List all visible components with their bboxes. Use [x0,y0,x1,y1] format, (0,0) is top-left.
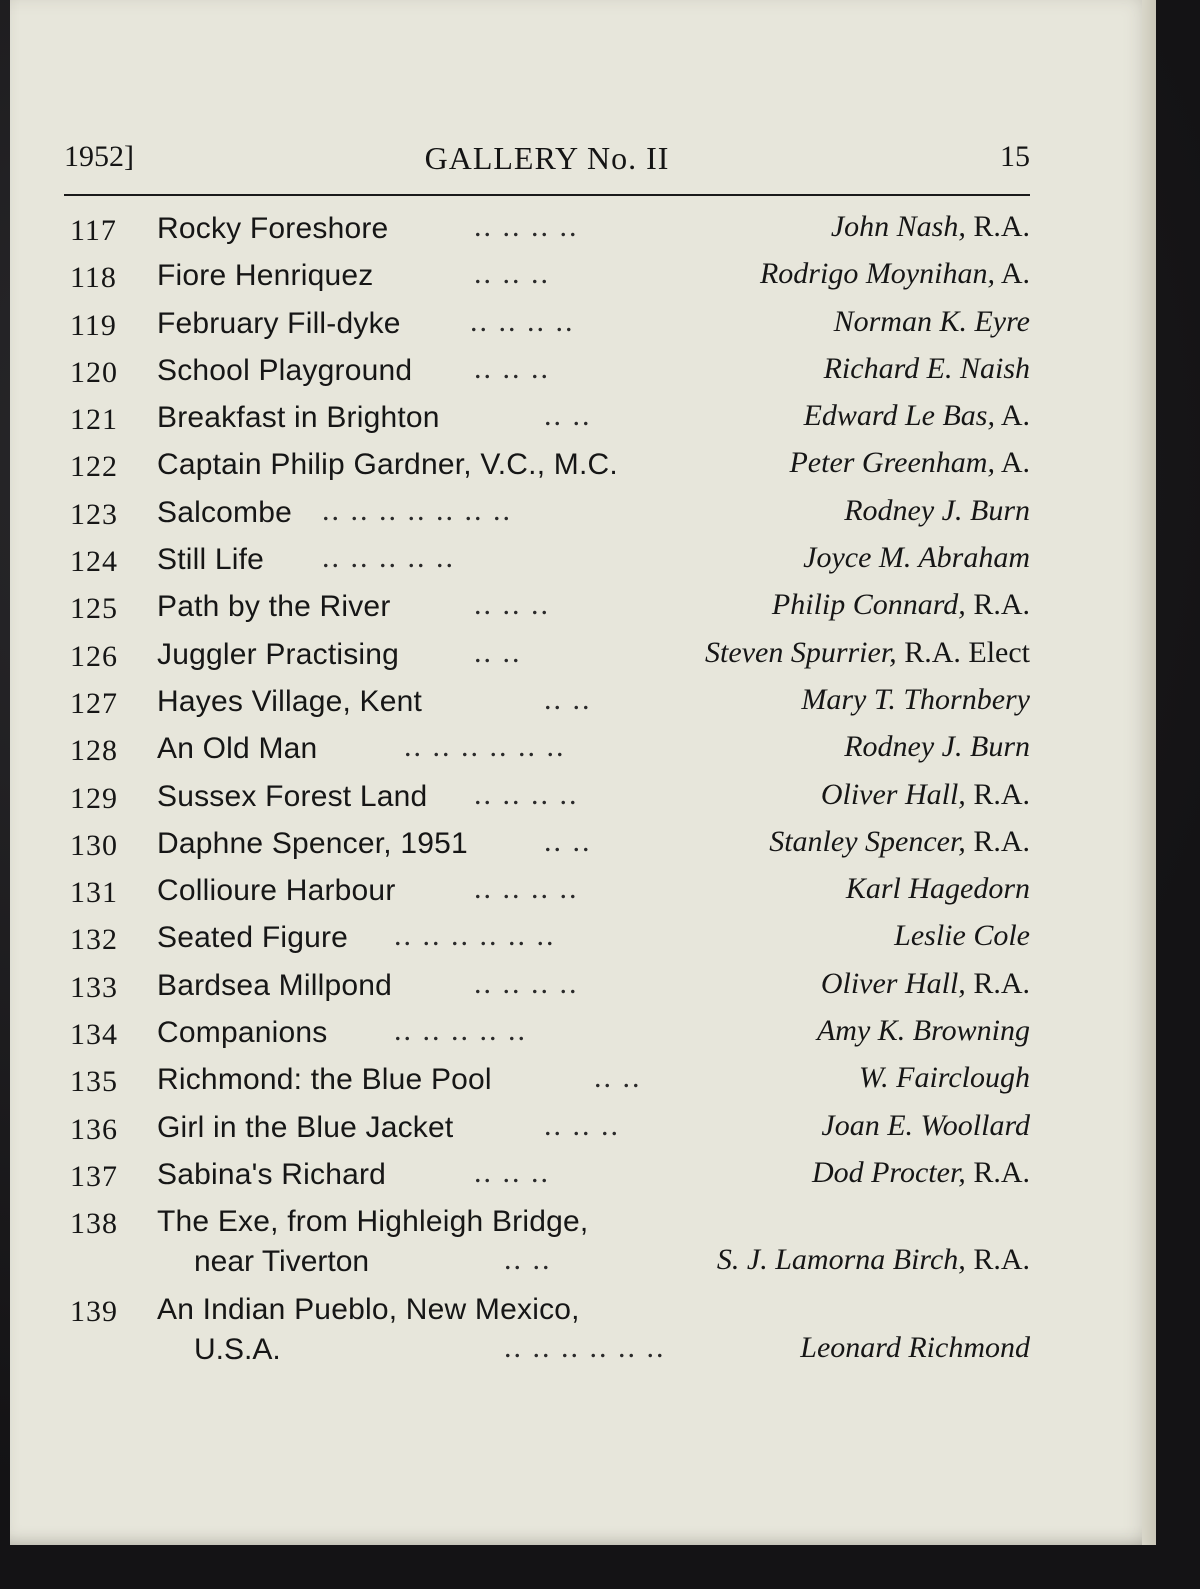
catalogue-page [10,0,1156,1545]
entry-artist [803,541,1030,575]
entry-title: Breakfast in Brighton [157,401,440,435]
catalogue-entry [64,681,1030,728]
artist-name: Norman K. Eyre [833,304,1030,338]
dot-leader: .. .. .. .. .. .. [394,919,556,953]
entry-title: Sabina's Richard [157,1157,387,1191]
entry-artist [844,730,1030,764]
catalogue-entry [64,586,1030,633]
entry-number: 125 [70,592,118,626]
artist-honour: R.A. [973,210,1030,243]
artist-honour: R.A. Elect [904,635,1030,669]
catalogue-entry [64,823,1030,870]
entry-title-continued: near Tiverton [194,1245,370,1279]
artist-honour: R.A. [973,777,1030,811]
dot-leader: .. .. .. .. [470,304,575,338]
entry-number: 139 [70,1295,118,1329]
artist-name: Richard E. Naish [823,351,1030,385]
entry-number: 131 [70,876,118,910]
entry-artist [834,305,1030,339]
dot-leader: .. .. [544,824,592,858]
artist-honour: A. [1000,446,1030,480]
artist-name: Mary T. Thornbery [801,682,1030,716]
entry-number: 126 [70,639,118,673]
entry-number: 136 [70,1112,118,1146]
catalogue-entry [64,634,1030,681]
entry-artist [894,919,1030,953]
entry-title: Girl in the Blue Jacket [157,1110,454,1144]
entry-title: February Fill-dyke [157,306,401,340]
entry-artist [831,210,1030,244]
artist-honour: R.A. [973,966,1030,1000]
artist-name: Dod Procter, [811,1155,966,1189]
entry-artist [769,825,1030,859]
catalogue-entry [64,539,1030,586]
dot-leader: .. .. .. .. .. [322,541,455,575]
artist-name: Rodrigo Moynihan, [759,257,995,291]
entry-number: 118 [70,261,117,295]
catalogue-entry [64,1059,1030,1106]
entry-number: 120 [70,355,118,389]
catalogue-entry [64,917,1030,964]
entry-number: 137 [70,1159,118,1193]
artist-name: Oliver Hall, [820,777,966,811]
entry-title: Seated Figure [157,921,349,955]
artist-name: W. Fairclough [858,1061,1030,1095]
artist-name: Oliver Hall, [820,966,966,1000]
catalogue-entry [64,492,1030,539]
artist-name: Philip Connard, [771,588,966,622]
entry-artist [717,1243,1030,1277]
entry-number: 127 [70,686,118,720]
entry-title: Still Life [157,543,265,577]
dot-leader: .. .. [474,635,522,669]
artist-name: John Nash, [830,210,966,243]
entry-title: An Indian Pueblo, New Mexico, [157,1293,580,1327]
dot-leader: .. .. [594,1061,642,1095]
catalogue-entry [64,1154,1030,1201]
catalogue-entry [64,208,1030,255]
entry-artist [800,1331,1030,1365]
artist-honour: A. [1000,399,1030,433]
entry-artist [804,399,1030,433]
dot-leader: .. .. .. [474,351,550,385]
entry-number: 124 [70,545,118,579]
artist-name: Rodney J. Burn [844,730,1030,764]
dot-leader: .. .. .. .. .. [394,1014,527,1048]
entry-number: 132 [70,923,118,957]
dot-leader: .. .. .. [474,257,550,291]
catalogue-entry [64,1012,1030,1059]
artist-honour: R.A. [973,1243,1030,1277]
header-rule [64,194,1030,196]
catalogue-entry [64,350,1030,397]
dot-leader: .. .. .. .. [474,966,579,1000]
entry-number: 119 [70,308,117,342]
artist-honour: R.A. [973,824,1030,858]
artist-name: Rodney J. Burn [844,493,1030,527]
entry-number: 138 [70,1207,118,1241]
entry-title: Richmond: the Blue Pool [157,1063,492,1097]
artist-honour: R.A. [973,1155,1030,1189]
entry-artist [817,1014,1030,1048]
entry-artist [844,494,1030,528]
entry-title: Hayes Village, Kent [157,684,423,718]
entry-number: 117 [70,214,117,247]
entry-number: 129 [70,781,118,815]
dot-leader: .. .. .. .. .. .. [504,1331,666,1365]
entry-title: Daphne Spencer, 1951 [157,826,468,860]
entry-number: 121 [70,403,118,437]
dot-leader: .. .. .. [474,1155,550,1189]
entry-title: Path by the River [157,590,391,624]
header-year: 1952] [64,140,134,173]
catalogue-entry [64,728,1030,775]
entry-number: 134 [70,1018,118,1052]
catalogue-entry [64,444,1030,491]
entry-number: 123 [70,497,118,531]
artist-name: S. J. Lamorna Birch, [716,1243,966,1277]
catalogue-entries [64,208,1030,1377]
catalogue-entry [64,303,1030,350]
artist-honour: A. [1000,257,1030,291]
catalogue-entry [64,1107,1030,1154]
entry-artist [789,446,1030,480]
entry-number: 128 [70,734,118,768]
entry-title: Collioure Harbour [157,874,396,908]
dot-leader: .. .. .. .. .. .. [404,730,566,764]
entry-title: An Old Man [157,732,318,766]
artist-name: Joan E. Woollard [821,1108,1030,1142]
dot-leader: .. .. .. [474,588,550,622]
catalogue-entry [64,255,1030,302]
dot-leader: .. .. [504,1243,552,1277]
dot-leader: .. .. [544,399,592,433]
entry-title: Companions [157,1016,328,1050]
dot-leader: .. .. .. .. [474,872,579,906]
entry-title: Sussex Forest Land [157,779,428,813]
artist-name: Leonard Richmond [800,1331,1030,1365]
entry-number: 133 [70,970,118,1004]
entry-artist [812,1156,1030,1190]
entry-title-continued: U.S.A. [194,1333,281,1367]
entry-number: 135 [70,1065,118,1099]
entry-title: Captain Philip Gardner, V.C., M.C. [157,448,618,482]
artist-name: Joyce M. Abraham [803,541,1030,575]
artist-name: Steven Spurrier, [705,635,897,669]
entry-title: Rocky Foreshore [157,212,389,245]
catalogue-entry [64,1201,1030,1289]
entry-title: Fiore Henriquez [157,259,374,293]
artist-name: Edward Le Bas, [803,399,995,433]
entry-title: Juggler Practising [157,637,400,671]
entry-title: Salcombe [157,495,293,529]
entry-number: 130 [70,828,118,862]
catalogue-entry [64,870,1030,917]
dot-leader: .. .. .. .. [474,210,579,243]
artist-name: Amy K. Browning [816,1014,1030,1048]
artist-name: Peter Greenham, [789,446,995,480]
header-page-number: 15 [1000,140,1030,173]
dot-leader: .. .. .. .. [474,777,579,811]
catalogue-entry [64,1289,1030,1377]
catalogue-entry [64,397,1030,444]
entry-title: Bardsea Millpond [157,968,392,1002]
catalogue-entry [64,965,1030,1012]
entry-artist [824,352,1030,386]
dot-leader: .. .. .. [544,1108,620,1142]
artist-name: Karl Hagedorn [845,872,1030,906]
entry-artist [846,872,1030,906]
entry-artist [705,636,1030,670]
entry-title: The Exe, from Highleigh Bridge, [157,1205,589,1239]
catalogue-entry [64,776,1030,823]
page-header [64,140,1030,186]
entry-number: 122 [70,450,118,484]
artist-honour: R.A. [973,588,1030,622]
entry-artist [772,588,1030,622]
header-gallery-title: GALLERY No. II [424,140,670,176]
entry-artist [821,967,1030,1001]
dot-leader: .. .. [544,682,592,716]
entry-artist [821,778,1030,812]
entry-artist [801,683,1030,717]
entry-artist [760,257,1030,291]
dot-leader: .. .. .. .. .. .. .. [322,493,512,527]
artist-name: Stanley Spencer, [769,824,966,858]
entry-title: School Playground [157,353,413,387]
entry-artist [821,1109,1030,1143]
page-edge [1142,0,1156,1545]
artist-name: Leslie Cole [894,919,1030,953]
entry-artist [859,1061,1030,1095]
